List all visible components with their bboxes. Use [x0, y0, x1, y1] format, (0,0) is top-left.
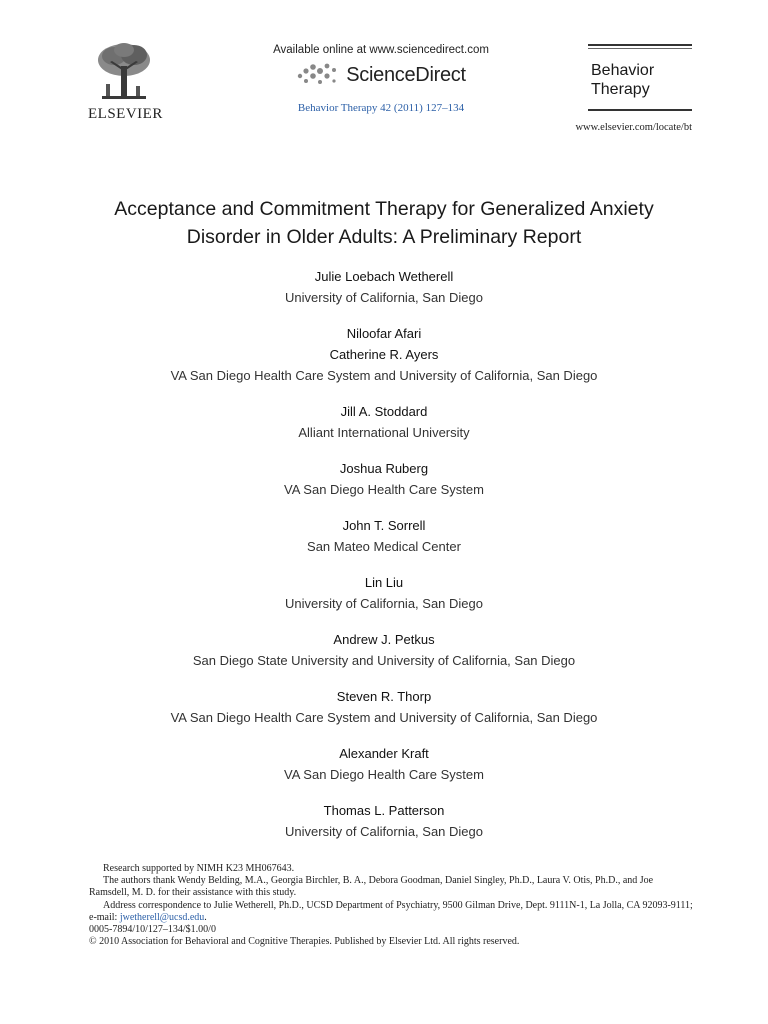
sciencedirect-block [250, 44, 512, 114]
elsevier-tree-icon [92, 40, 156, 104]
author-group [60, 323, 708, 386]
available-online-text[interactable]: Available online at www.sciencedirect.com [273, 44, 489, 56]
author-name: Catherine R. Ayers [329, 347, 439, 362]
author-name: John T. Sorrell [342, 518, 426, 533]
journal-rule-bottom [588, 109, 692, 111]
correspondence-end: . [204, 911, 207, 923]
funding-note: Research supported by NIMH K23 MH067643. [103, 863, 295, 874]
author-affiliation: University of California, San Diego [285, 290, 483, 305]
author-group [60, 458, 708, 500]
author-affiliation: VA San Diego Health Care System [284, 767, 484, 782]
correspondence-text: Address correspondence to Julie Wetherell, Ph.D., UCSD Department of Psychiatry, 9500 Gilman Drive, Dept. 9111N-1, La Jolla, CA 92093-9111; e-mail: [89, 899, 693, 923]
correspondence-note [89, 900, 693, 924]
sciencedirect-dots-icon [296, 62, 340, 88]
copyright-note: © 2010 Association for Behavioral and Cognitive Therapies. Published by Elsevier Ltd. All rights reserved. [89, 936, 520, 948]
author-affiliation: San Mateo Medical Center [307, 539, 461, 554]
author-group [60, 572, 708, 614]
issn-note: 0005-7894/10/127–134/$1.00/0 [89, 924, 216, 936]
journal-logo[interactable] [588, 44, 692, 111]
author-name: Niloofar Afari [346, 326, 422, 341]
page-header [0, 0, 768, 150]
author-group [60, 800, 708, 842]
author-group [60, 686, 708, 728]
author-affiliation: Alliant International University [298, 425, 470, 440]
elsevier-logo[interactable] [88, 40, 163, 123]
email-link[interactable]: jwetherell@ucsd.edu [119, 911, 205, 923]
journal-title-line2: Therapy [591, 81, 650, 98]
author-affiliation: University of California, San Diego [285, 596, 483, 611]
author-list [60, 266, 708, 857]
author-group [60, 743, 708, 785]
author-affiliation: University of California, San Diego [285, 824, 483, 839]
author-group [60, 515, 708, 557]
author-affiliation: San Diego State University and University of California, San Diego [192, 653, 576, 668]
sciencedirect-name: ScienceDirect [346, 63, 466, 86]
article-title-line1: Acceptance and Commitment Therapy for Generalized Anxiety [114, 198, 654, 220]
author-name: Julie Loebach Wetherell [314, 269, 454, 284]
acknowledgments-note: The authors thank Wendy Belding, M.A., Georgia Birchler, B. A., Debora Goodman, Daniel Singley, Ph.D., Laura V. Otis, Ph.D., and Joe Ramsdell, M. D. for their assistance with this study. [89, 875, 654, 899]
article-title-line2: Disorder in Older Adults: A Preliminary Report [186, 226, 582, 248]
sciencedirect-logo[interactable] [250, 62, 512, 88]
author-name: Steven R. Thorp [336, 689, 432, 704]
footnotes [89, 863, 693, 948]
journal-url[interactable]: www.elsevier.com/locate/bt [575, 122, 692, 133]
journal-title [588, 61, 692, 99]
author-name: Thomas L. Patterson [323, 803, 445, 818]
author-affiliation: VA San Diego Health Care System and University of California, San Diego [170, 710, 598, 725]
author-name: Joshua Ruberg [339, 461, 429, 476]
author-group [60, 401, 708, 443]
author-name: Alexander Kraft [339, 746, 429, 761]
journal-title-line1: Behavior [591, 62, 655, 79]
author-affiliation: VA San Diego Health Care System and University of California, San Diego [170, 368, 598, 383]
author-group [60, 266, 708, 308]
publisher-name: ELSEVIER [88, 106, 163, 122]
author-name: Jill A. Stoddard [340, 404, 428, 419]
author-name: Lin Liu [364, 575, 404, 590]
author-affiliation: VA San Diego Health Care System [284, 482, 484, 497]
journal-citation[interactable]: Behavior Therapy 42 (2011) 127–134 [297, 102, 465, 114]
journal-rule-top [588, 44, 692, 46]
journal-rule-thin [588, 48, 692, 49]
article-title [60, 195, 708, 251]
author-name: Andrew J. Petkus [333, 632, 435, 647]
author-group [60, 629, 708, 671]
